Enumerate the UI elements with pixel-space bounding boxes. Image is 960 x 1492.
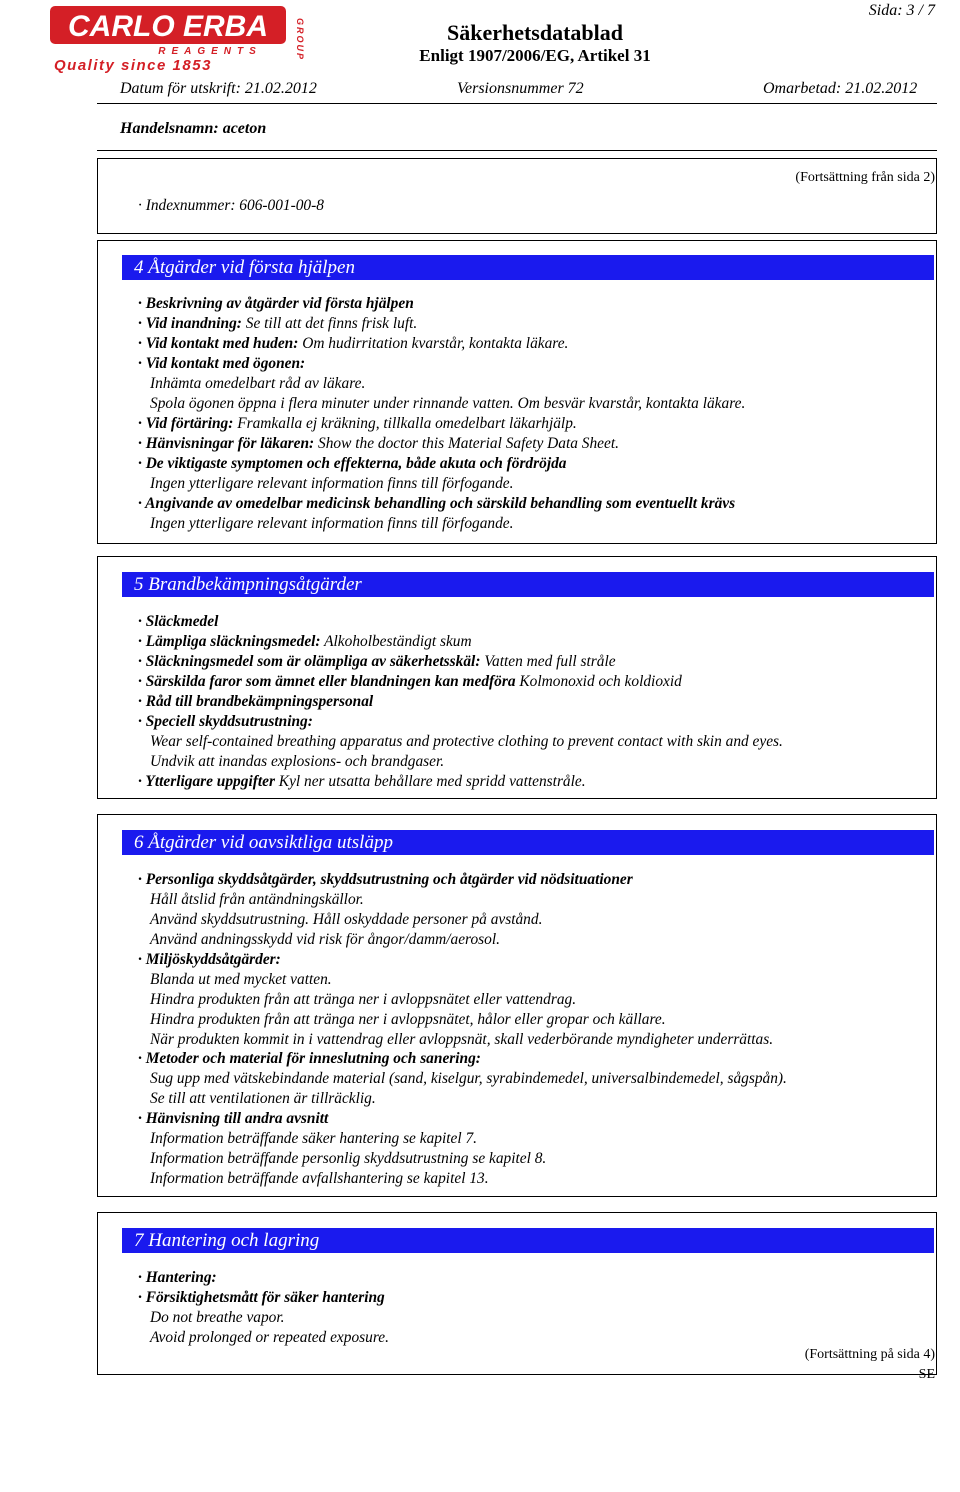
s4-line-12: Ingen ytterligare relevant information finns till förfogande. [150, 515, 514, 532]
s5-line-4: · Särskilda faror som ämnet eller blandningen kan medföra Kolmonoxid och koldioxid [138, 673, 682, 690]
continued-from: (Fortsättning från sida 2) [795, 170, 935, 185]
s6-line-4: Använd andningsskydd vid risk för ångor/damm/aerosol. [150, 931, 500, 948]
s6-line-6: Blanda ut med mycket vatten. [150, 971, 332, 988]
document-subtitle: Enligt 1907/2006/EG, Artikel 31 [419, 46, 651, 65]
logo-brand: CARLO ERBA [68, 10, 268, 43]
s4-line-1: · Beskrivning av åtgärder vid första hjälpen [138, 295, 414, 312]
s4-line-3: · Vid kontakt med huden: Om hudirritation kvarstår, kontakta läkare. [138, 335, 569, 352]
s6-line-3: Använd skyddsutrustning. Håll oskyddade personer på avstånd. [150, 911, 543, 928]
s7-line-4: Avoid prolonged or repeated exposure. [150, 1329, 389, 1346]
s6-line-9: När produkten kommit in i vattendrag eller avloppsnät, skall vederbörande myndigheter underrättas. [150, 1031, 774, 1048]
section-7-title: 7 Hantering och lagring [122, 1228, 934, 1253]
s4-line-8: · Hänvisningar för läkaren: Show the doctor this Material Safety Data Sheet. [138, 435, 619, 452]
revised-date: Omarbetad: 21.02.2012 [763, 80, 918, 97]
s5-line-1: · Släckmedel [138, 613, 219, 630]
index-number: · Indexnummer: 606-001-00-8 [138, 197, 324, 214]
s5-line-2: · Lämpliga släckningsmedel: Alkoholbeständigt skum [138, 633, 472, 650]
s4-line-11: · Angivande av omedelbar medicinsk behandling och särskild behandling som eventuellt krävs [138, 495, 736, 512]
s6-line-1: · Personliga skyddsåtgärder, skyddsutrustning och åtgärder vid nödsituationer [138, 871, 633, 888]
section-6-title: 6 Åtgärder vid oavsiktliga utsläpp [122, 830, 934, 855]
s4-line-4: · Vid kontakt med ögonen: [138, 355, 306, 372]
logo-reagents: REAGENTS [158, 46, 262, 57]
s6-line-15: Information beträffande personlig skyddsutrustning se kapitel 8. [150, 1150, 547, 1167]
s4-line-5: Inhämta omedelbart råd av läkare. [150, 375, 366, 392]
s7-line-3: Do not breathe vapor. [150, 1309, 285, 1326]
s5-line-9: · Ytterligare uppgifter Kyl ner utsatta behållare med spridd vattenstråle. [138, 773, 586, 790]
s6-line-12: Se till att ventilationen är tillräcklig. [150, 1090, 376, 1107]
s5-line-7: Wear self-contained breathing apparatus and protective clothing to prevent contact with skin and eyes. [150, 733, 783, 750]
trade-divider [97, 150, 937, 151]
s5-line-5: · Råd till brandbekämpningspersonal [138, 693, 374, 710]
s4-line-7: · Vid förtäring: Framkalla ej kräkning, tillkalla omedelbart läkarhjälp. [138, 415, 577, 432]
trade-name: Handelsnamn: aceton [120, 120, 267, 137]
s6-line-8: Hindra produkten från att tränga ner i avloppsnätet, hålor eller gropar och källare. [150, 1011, 666, 1028]
s6-line-16: Information beträffande avfallshantering se kapitel 13. [150, 1170, 489, 1187]
s4-line-6: Spola ögonen öppna i flera minuter under rinnande vatten. Om besvär kvarstår, kontakta läkare. [150, 395, 746, 412]
s6-line-10: · Metoder och material för inneslutning och sanering: [138, 1050, 481, 1067]
page-number: Sida: 3 / 7 [868, 2, 935, 19]
header-divider [97, 103, 937, 104]
s7-line-1: · Hantering: [138, 1269, 217, 1286]
section-4-title: 4 Åtgärder vid första hjälpen [122, 255, 934, 280]
carlo-erba-logo [50, 4, 310, 74]
s5-line-3: · Släckningsmedel som är olämpliga av säkerhetsskäl: Vatten med full stråle [138, 653, 616, 670]
section-5-title: 5 Brandbekämpningsåtgärder [122, 572, 934, 597]
logo-tagline: Quality since 1853 [54, 57, 212, 74]
print-date: Datum för utskrift: 21.02.2012 [120, 80, 317, 97]
s6-line-14: Information beträffande säker hantering se kapitel 7. [150, 1130, 478, 1147]
s6-line-2: Håll åtslid från antändningskällor. [150, 891, 364, 908]
logo-group: GROUP [295, 18, 305, 62]
s5-line-6: · Speciell skyddsutrustning: [138, 713, 313, 730]
s7-line-2: · Försiktighetsmått för säker hantering [138, 1289, 385, 1306]
country-code: SE [918, 1367, 935, 1382]
s4-line-10: Ingen ytterligare relevant information finns till förfogande. [150, 475, 514, 492]
s6-line-11: Sug upp med vätskebindande material (sand, kiselgur, syrabindemedel, universalbindemedel, sågspån). [150, 1070, 787, 1087]
s5-line-8: Undvik att inandas explosions- och brandgaser. [150, 753, 445, 770]
s4-line-2: · Vid inandning: Se till att det finns frisk luft. [138, 315, 418, 332]
s6-line-7: Hindra produkten från att tränga ner i avloppsnätet eller vattendrag. [150, 991, 577, 1008]
continued-to: (Fortsättning på sida 4) [804, 1347, 935, 1362]
version-number: Versionsnummer 72 [457, 80, 584, 97]
document-title: Säkerhetsdatablad [446, 20, 624, 45]
s6-line-5: · Miljöskyddsåtgärder: [138, 951, 281, 968]
s6-line-13: · Hänvisning till andra avsnitt [138, 1110, 329, 1127]
s4-line-9: · De viktigaste symptomen och effekterna, både akuta och fördröjda [138, 455, 567, 472]
